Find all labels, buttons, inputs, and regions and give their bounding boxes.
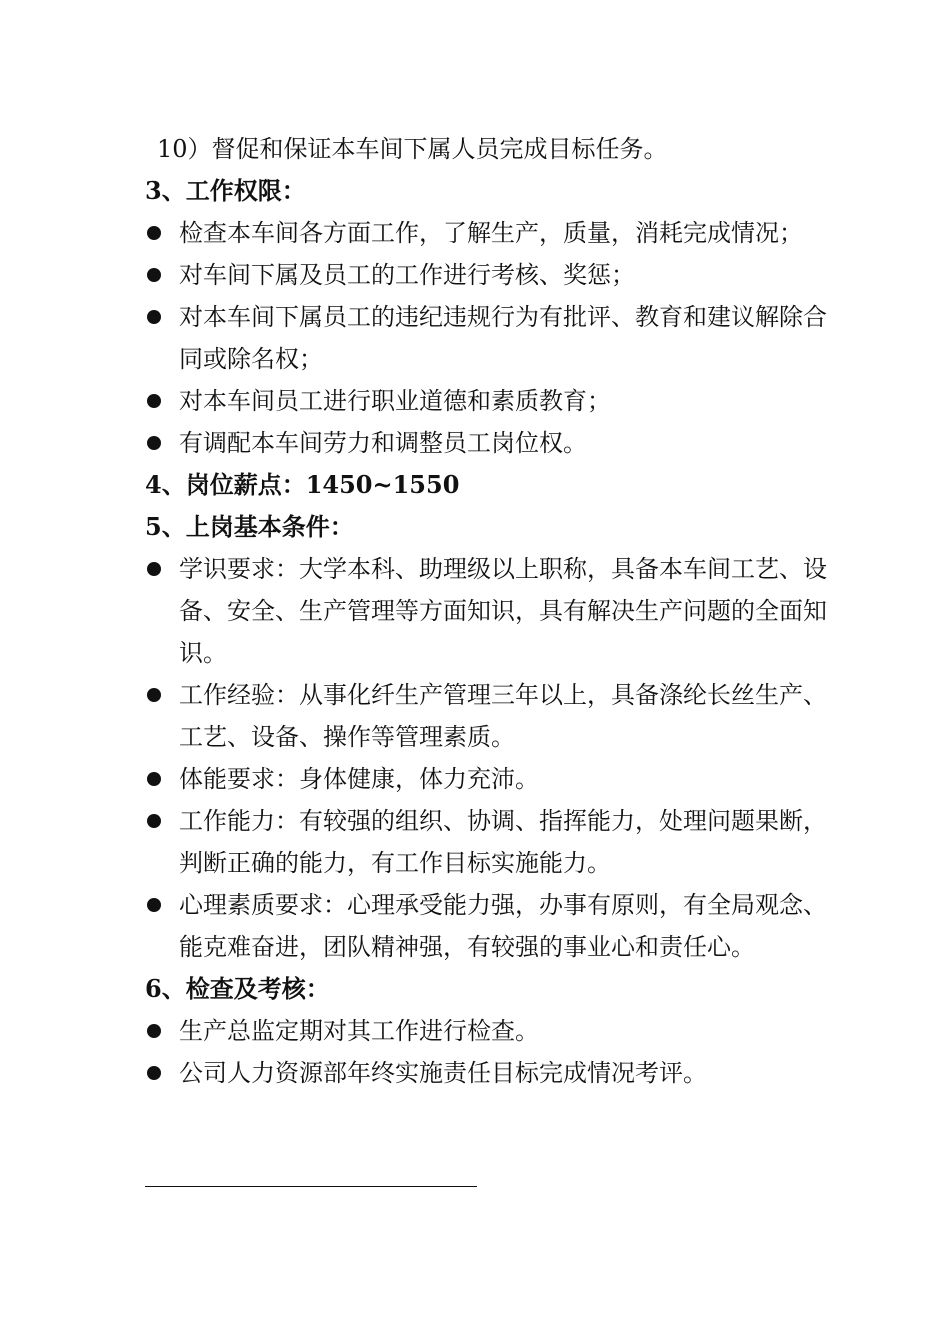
list-item: 学识要求：大学本科、助理级以上职称，具备本车间工艺、设备、安全、生产管理等方面知识，具有解决生产问题的全面知识。 bbox=[145, 548, 839, 674]
list-item: 检查本车间各方面工作，了解生产，质量，消耗完成情况； bbox=[145, 212, 839, 254]
bullet-icon bbox=[147, 688, 161, 702]
section-heading-authority: 3、工作权限： bbox=[145, 176, 306, 205]
bullet-icon bbox=[147, 268, 161, 282]
bullet-icon bbox=[147, 814, 161, 828]
section-heading-salary-points: 4、岗位薪点：1450~1550 bbox=[145, 470, 460, 499]
list-item: 对本车间下属员工的违纪违规行为有批评、教育和建议解除合同或除名权； bbox=[145, 296, 839, 380]
bullet-icon bbox=[147, 1024, 161, 1038]
section-heading-inspection: 6、检查及考核： bbox=[145, 974, 330, 1003]
section-heading-requirements: 5、上岗基本条件： bbox=[145, 512, 354, 541]
footnote-separator bbox=[145, 1186, 477, 1187]
list-item: 对本车间员工进行职业道德和素质教育； bbox=[145, 380, 839, 422]
document-body bbox=[145, 128, 835, 1094]
bullet-icon bbox=[147, 562, 161, 576]
list-item: 生产总监定期对其工作进行检查。 bbox=[145, 1010, 839, 1052]
list-item: 公司人力资源部年终实施责任目标完成情况考评。 bbox=[145, 1052, 839, 1094]
bullet-icon bbox=[147, 1066, 161, 1080]
list-item: 工作经验：从事化纤生产管理三年以上，具备涤纶长丝生产、工艺、设备、操作等管理素质。 bbox=[145, 674, 839, 758]
bullet-icon bbox=[147, 898, 161, 912]
bullet-icon bbox=[147, 436, 161, 450]
intro-line: 10）督促和保证本车间下属人员完成目标任务。 bbox=[157, 135, 668, 163]
bullet-icon bbox=[147, 394, 161, 408]
bullet-icon bbox=[147, 226, 161, 240]
list-item: 体能要求：身体健康，体力充沛。 bbox=[145, 758, 839, 800]
bullet-icon bbox=[147, 310, 161, 324]
bullet-icon bbox=[147, 772, 161, 786]
list-item: 心理素质要求：心理承受能力强，办事有原则，有全局观念、能克难奋进，团队精神强，有较强的事业心和责任心。 bbox=[145, 884, 839, 968]
list-item: 有调配本车间劳力和调整员工岗位权。 bbox=[145, 422, 839, 464]
list-item: 工作能力：有较强的组织、协调、指挥能力，处理问题果断，判断正确的能力，有工作目标实施能力。 bbox=[145, 800, 839, 884]
list-item: 对车间下属及员工的工作进行考核、奖惩； bbox=[145, 254, 839, 296]
